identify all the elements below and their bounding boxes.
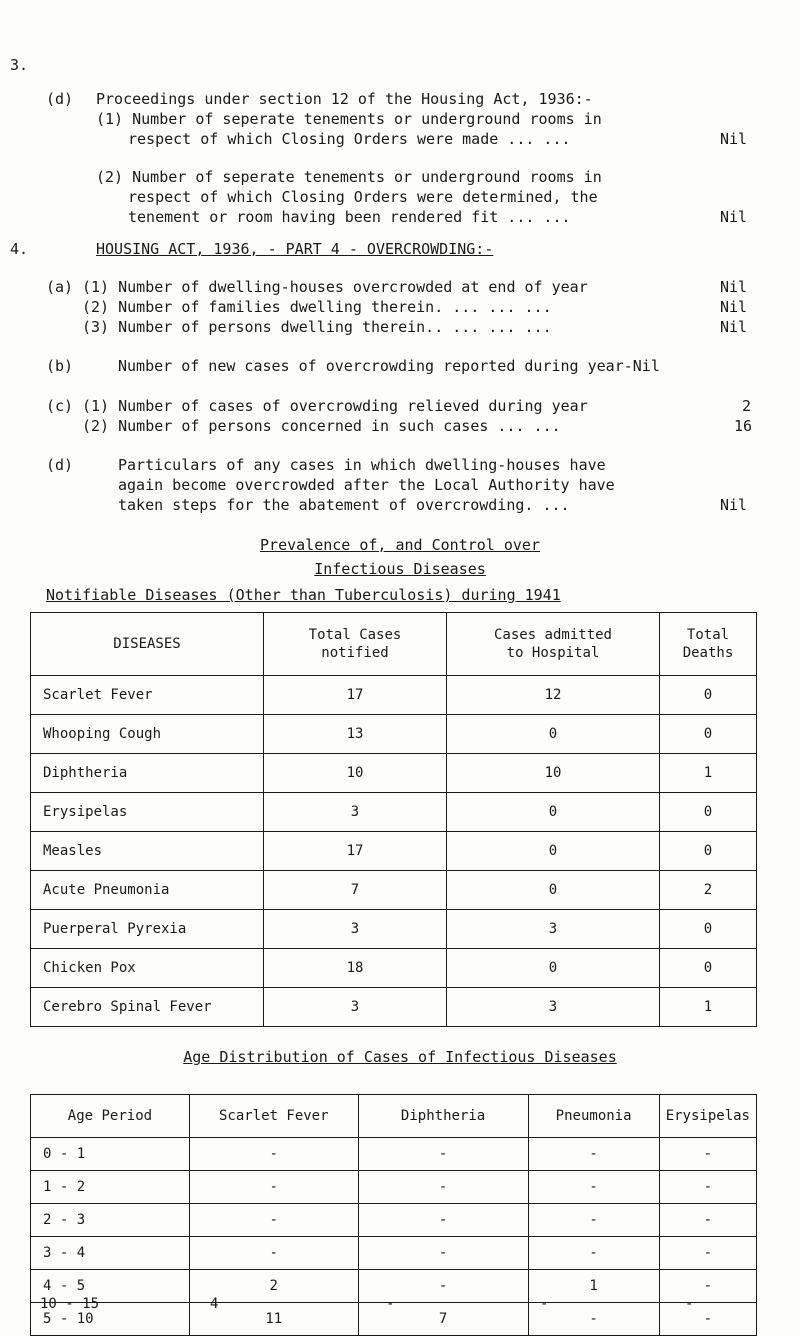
disease-name-cell: Acute Pneumonia (31, 871, 264, 910)
value-cell: - (659, 1270, 756, 1303)
age-period-cell: 2 - 3 (31, 1204, 190, 1237)
partial-row-pneumonia: - (540, 1296, 549, 1312)
section4-c2-value: 16 (734, 417, 753, 435)
section4-a2-value: Nil (720, 298, 748, 316)
table-row (31, 832, 757, 871)
section3-item2-value: Nil (720, 208, 748, 226)
value-cell: - (659, 1171, 756, 1204)
prevalence-title: Prevalence of, and Control over (260, 536, 540, 554)
section4-d-line2: again become overcrowded after the Local Authority have (118, 476, 615, 494)
section4-c1-value: 2 (742, 397, 752, 415)
section4-heading: HOUSING ACT, 1936, - PART 4 - OVERCROWDING:- (96, 240, 494, 258)
section3-item1-value: Nil (720, 130, 748, 148)
partial-row-diphtheria: - (386, 1296, 395, 1312)
value-cell: - (358, 1204, 528, 1237)
age-period-cell: 3 - 4 (31, 1237, 190, 1270)
header-deaths: Total Deaths (660, 613, 757, 676)
age-period-cell: 4 - 5 (31, 1270, 190, 1303)
section3-item2-line2: respect of which Closing Orders were determined, the (128, 188, 598, 206)
disease-name-cell: Whooping Cough (31, 715, 264, 754)
section4-d-line1: Particulars of any cases in which dwelling-houses have (118, 456, 606, 474)
table-row (31, 910, 757, 949)
header-admitted: Cases admitted to Hospital (447, 613, 660, 676)
header-age-period: Age Period (31, 1095, 190, 1138)
infectious-title: Infectious Diseases (314, 560, 486, 578)
section-number-3: 3. (10, 56, 29, 74)
value-cell: 0 (447, 871, 660, 910)
partial-row-erysipelas: - (685, 1296, 694, 1312)
value-cell: 3 (447, 988, 660, 1027)
value-cell: - (659, 1237, 756, 1270)
value-cell: 0 (447, 949, 660, 988)
header-total-cases: Total Cases notified (264, 613, 447, 676)
value-cell: 17 (264, 676, 447, 715)
value-cell: 0 (660, 949, 757, 988)
diseases-table (30, 612, 757, 1027)
value-cell: 2 (189, 1270, 358, 1303)
value-cell: 7 (358, 1303, 528, 1336)
value-cell: 0 (660, 676, 757, 715)
value-cell: - (358, 1270, 528, 1303)
disease-name-cell: Chicken Pox (31, 949, 264, 988)
header-pneumonia: Pneumonia (528, 1095, 659, 1138)
header-scarlet-fever: Scarlet Fever (189, 1095, 358, 1138)
value-cell: - (189, 1138, 358, 1171)
section4-c2: (2) Number of persons concerned in such cases ... ... (82, 417, 561, 435)
section4-a3-value: Nil (720, 318, 748, 336)
section3-item1-line2: respect of which Closing Orders were made ... ... (128, 130, 571, 148)
value-cell: - (528, 1303, 659, 1336)
value-cell: 7 (264, 871, 447, 910)
value-cell: 1 (528, 1270, 659, 1303)
value-cell: 0 (660, 910, 757, 949)
table-row (31, 1171, 757, 1204)
table-row (31, 949, 757, 988)
section4-a-label: (a) (46, 278, 74, 296)
disease-name-cell: Scarlet Fever (31, 676, 264, 715)
partial-row-age: 10 - 15 (40, 1296, 100, 1312)
value-cell: - (528, 1237, 659, 1270)
header-diseases: DISEASES (31, 613, 264, 676)
value-cell: - (358, 1138, 528, 1171)
section4-a2: (2) Number of families dwelling therein. ... ... ... (82, 298, 552, 316)
value-cell: - (189, 1171, 358, 1204)
table-row (31, 793, 757, 832)
age-period-cell: 0 - 1 (31, 1138, 190, 1171)
value-cell: 0 (660, 715, 757, 754)
value-cell: 10 (264, 754, 447, 793)
header-diphtheria: Diphtheria (358, 1095, 528, 1138)
value-cell: 0 (447, 793, 660, 832)
value-cell: 0 (660, 832, 757, 871)
section3-d-text: Proceedings under section 12 of the Housing Act, 1936:- (96, 90, 593, 108)
header-erysipelas: Erysipelas (659, 1095, 756, 1138)
disease-name-cell: Erysipelas (31, 793, 264, 832)
value-cell: 3 (447, 910, 660, 949)
section4-d-line3: taken steps for the abatement of overcrowding. ... (118, 496, 570, 514)
partial-row-scarlet: 4 (210, 1296, 219, 1312)
table-row (31, 871, 757, 910)
value-cell: - (659, 1204, 756, 1237)
section4-c-label: (c) (46, 397, 74, 415)
table-row (31, 988, 757, 1027)
value-cell: - (528, 1171, 659, 1204)
value-cell: 0 (447, 832, 660, 871)
value-cell: - (189, 1237, 358, 1270)
value-cell: 2 (660, 871, 757, 910)
table-row (31, 715, 757, 754)
section3-d-label: (d) (46, 90, 74, 108)
value-cell: - (528, 1138, 659, 1171)
value-cell: - (358, 1237, 528, 1270)
disease-name-cell: Diphtheria (31, 754, 264, 793)
value-cell: 11 (189, 1303, 358, 1336)
value-cell: - (189, 1204, 358, 1237)
value-cell: 1 (660, 988, 757, 1027)
section-number-4: 4. (10, 240, 29, 258)
value-cell: 3 (264, 988, 447, 1027)
notifiable-title: Notifiable Diseases (Other than Tuberculosis) during 1941 (46, 586, 561, 604)
value-cell: 12 (447, 676, 660, 715)
age-distribution-title: Age Distribution of Cases of Infectious Diseases (183, 1048, 617, 1066)
value-cell: 0 (447, 715, 660, 754)
value-cell: - (659, 1138, 756, 1171)
age-period-cell: 1 - 2 (31, 1171, 190, 1204)
table-row (31, 676, 757, 715)
value-cell: - (528, 1204, 659, 1237)
section4-b-text: Number of new cases of overcrowding reported during year-Nil (118, 357, 660, 375)
disease-name-cell: Puerperal Pyrexia (31, 910, 264, 949)
section4-d-label: (d) (46, 456, 74, 474)
value-cell: 10 (447, 754, 660, 793)
section4-b-label: (b) (46, 357, 74, 375)
section4-a1-value: Nil (720, 278, 748, 296)
value-cell: 13 (264, 715, 447, 754)
disease-name-cell: Cerebro Spinal Fever (31, 988, 264, 1027)
section4-d-value: Nil (720, 496, 748, 514)
table-row (31, 1237, 757, 1270)
value-cell: 17 (264, 832, 447, 871)
section3-item2-line1: (2) Number of seperate tenements or underground rooms in (96, 168, 602, 186)
age-period-cell: 5 - 10 (31, 1303, 190, 1336)
section4-a1: (1) Number of dwelling-houses overcrowded at end of year (82, 278, 588, 296)
value-cell: - (659, 1303, 756, 1336)
diseases-header-row (31, 613, 757, 676)
value-cell: - (358, 1171, 528, 1204)
value-cell: 3 (264, 910, 447, 949)
table-row (31, 754, 757, 793)
value-cell: 0 (660, 793, 757, 832)
disease-name-cell: Measles (31, 832, 264, 871)
age-header-row (31, 1095, 757, 1138)
section4-a3: (3) Number of persons dwelling therein.. ... ... ... (82, 318, 552, 336)
value-cell: 1 (660, 754, 757, 793)
section3-item2-line3: tenement or room having been rendered fit ... ... (128, 208, 571, 226)
section3-item1-line1: (1) Number of seperate tenements or underground rooms in (96, 110, 602, 128)
value-cell: 3 (264, 793, 447, 832)
section4-c1: (1) Number of cases of overcrowding relieved during year (82, 397, 588, 415)
table-row (31, 1204, 757, 1237)
table-row (31, 1138, 757, 1171)
value-cell: 18 (264, 949, 447, 988)
